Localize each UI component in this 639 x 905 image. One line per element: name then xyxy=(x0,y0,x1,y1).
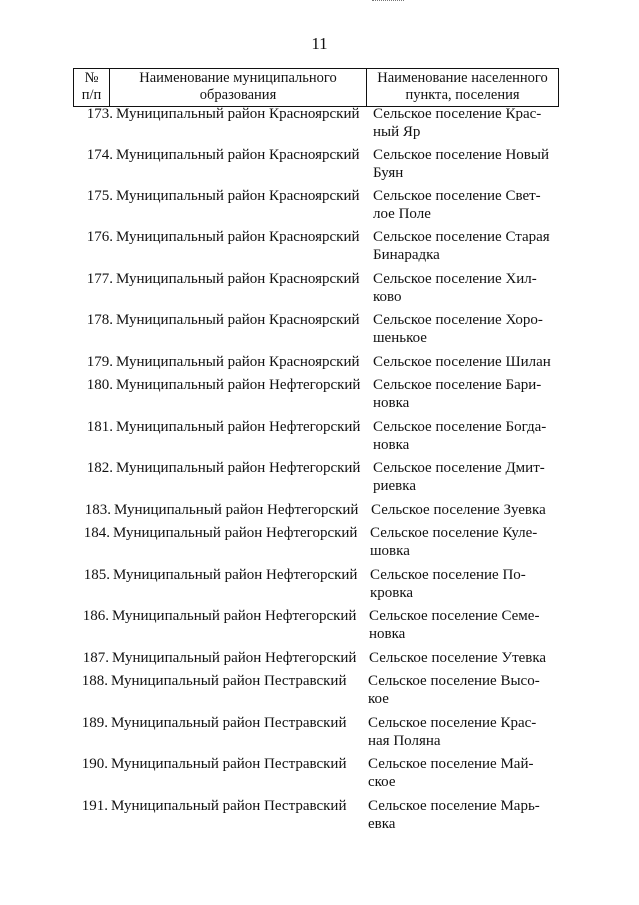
municipality-name: Муниципальный район Красноярский xyxy=(116,229,360,245)
settlement-line: новка xyxy=(369,625,406,642)
settlement-name xyxy=(373,271,563,306)
settlement-line: Сельское поселение Дмит- xyxy=(373,460,545,476)
settlement-line: Сельское поселение Старая xyxy=(373,229,550,245)
row-number: 188. xyxy=(81,673,108,689)
settlement-line: Сельское поселение Куле- xyxy=(370,525,538,541)
settlement-line: Сельское поселение Марь- xyxy=(368,798,540,814)
settlement-name xyxy=(371,502,561,520)
settlement-name xyxy=(369,608,559,643)
settlement-line: Сельское поселение Бари- xyxy=(373,377,542,393)
settlement-name xyxy=(373,106,563,141)
municipality-name: Муниципальный район Пестравский xyxy=(111,673,347,689)
row-number: 189. xyxy=(81,715,108,731)
municipality-name: Муниципальный район Красноярский xyxy=(116,106,360,122)
row-number: 173. xyxy=(86,106,113,122)
settlement-name xyxy=(370,567,560,602)
row-number: 183. xyxy=(84,502,111,518)
settlement-line: Сельское поселение Хоро- xyxy=(373,312,543,328)
settlement-line: Сельское поселение Новый xyxy=(373,147,549,163)
settlement-line: риевка xyxy=(373,477,416,494)
settlement-line: Бинарадка xyxy=(373,246,440,263)
settlement-name xyxy=(373,188,563,223)
row-number: 179. xyxy=(86,354,113,370)
settlement-line: ково xyxy=(373,288,402,305)
settlement-line: Сельское поселение По- xyxy=(370,567,526,583)
header-col-settlement-line1: Наименование населенного xyxy=(377,70,548,86)
row-number: 186. xyxy=(82,608,109,624)
settlement-line: шенькое xyxy=(373,329,427,346)
settlement-line: Сельское поселение Хил- xyxy=(373,271,537,287)
settlement-line: ный Яр xyxy=(373,123,421,140)
row-number: 182. xyxy=(86,460,113,476)
settlement-line: Сельское поселение Май- xyxy=(368,756,534,772)
municipality-name: Муниципальный район Нефтегорский xyxy=(113,567,358,583)
settlement-name xyxy=(370,525,560,560)
settlement-line: ское xyxy=(368,773,396,790)
row-number: 178. xyxy=(86,312,113,328)
row-number: 190. xyxy=(81,756,108,772)
row-number: 185. xyxy=(83,567,110,583)
header-col-number-line2: п/п xyxy=(81,87,102,103)
settlement-name xyxy=(373,419,563,454)
settlement-line: Сельское поселение Крас- xyxy=(373,106,542,122)
row-number: 191. xyxy=(81,798,108,814)
settlement-name xyxy=(373,377,563,412)
municipality-name: Муниципальный район Пестравский xyxy=(111,715,347,731)
header-col-number-line1: № xyxy=(84,70,99,86)
row-number: 184. xyxy=(83,525,110,541)
settlement-line: лое Поле xyxy=(373,205,431,222)
row-number: 181. xyxy=(86,419,113,435)
settlement-line: шовка xyxy=(370,542,410,559)
municipality-name: Муниципальный район Нефтегорский xyxy=(112,608,357,624)
settlement-line: Сельское поселение Свет- xyxy=(373,188,541,204)
settlement-name xyxy=(368,756,558,791)
header-col-municipality xyxy=(110,69,367,106)
table-header xyxy=(73,68,559,107)
settlement-name xyxy=(368,673,558,708)
settlement-line: ная Поляна xyxy=(368,732,441,749)
municipality-name: Муниципальный район Нефтегорский xyxy=(116,377,361,393)
settlement-line: Сельское поселение Зуевка xyxy=(371,502,546,518)
page-number: 11 xyxy=(311,34,328,53)
row-number: 174. xyxy=(86,147,113,163)
municipality-name: Муниципальный район Нефтегорский xyxy=(116,419,361,435)
row-number: 176. xyxy=(86,229,113,245)
settlement-line: Буян xyxy=(373,164,404,181)
settlement-name xyxy=(368,798,558,833)
settlement-name xyxy=(373,147,563,182)
settlement-name xyxy=(373,354,563,372)
scan-artifact xyxy=(372,0,404,4)
row-number: 177. xyxy=(86,271,113,287)
settlement-name xyxy=(373,312,563,347)
municipality-name: Муниципальный район Нефтегорский xyxy=(112,650,357,666)
municipality-name: Муниципальный район Нефтегорский xyxy=(116,460,361,476)
municipality-name: Муниципальный район Красноярский xyxy=(116,271,360,287)
row-number: 187. xyxy=(82,650,109,666)
settlement-line: новка xyxy=(373,436,410,453)
header-col-municipality-line2: образования xyxy=(199,87,277,103)
header-col-municipality-line1: Наименование муниципального xyxy=(139,70,337,86)
municipality-name: Муниципальный район Красноярский xyxy=(116,312,360,328)
settlement-line: Сельское поселение Шилан xyxy=(373,354,551,370)
header-col-settlement xyxy=(367,69,558,106)
municipality-name: Муниципальный район Красноярский xyxy=(116,188,360,204)
municipality-name: Муниципальный район Нефтегорский xyxy=(114,502,359,518)
settlement-line: евка xyxy=(368,815,396,832)
municipality-name: Муниципальный район Пестравский xyxy=(111,756,347,772)
settlement-name xyxy=(373,229,563,264)
municipality-name: Муниципальный район Красноярский xyxy=(116,147,360,163)
municipality-name: Муниципальный район Пестравский xyxy=(111,798,347,814)
municipality-name: Муниципальный район Красноярский xyxy=(116,354,360,370)
settlement-line: кровка xyxy=(370,584,414,601)
row-number: 175. xyxy=(86,188,113,204)
settlement-line: Сельское поселение Семе- xyxy=(369,608,540,624)
settlement-line: новка xyxy=(373,394,410,411)
municipality-name: Муниципальный район Нефтегорский xyxy=(113,525,358,541)
settlement-name xyxy=(373,460,563,495)
row-number: 180. xyxy=(86,377,113,393)
settlement-line: Сельское поселение Богда- xyxy=(373,419,547,435)
settlement-name xyxy=(369,650,559,668)
settlement-line: Сельское поселение Крас- xyxy=(368,715,537,731)
settlement-line: Сельское поселение Утевка xyxy=(369,650,547,666)
settlement-name xyxy=(368,715,558,750)
settlement-line: Сельское поселение Высо- xyxy=(368,673,540,689)
header-col-number xyxy=(74,69,110,106)
settlement-line: кое xyxy=(368,690,389,707)
header-col-settlement-line2: пункта, поселения xyxy=(405,87,520,103)
